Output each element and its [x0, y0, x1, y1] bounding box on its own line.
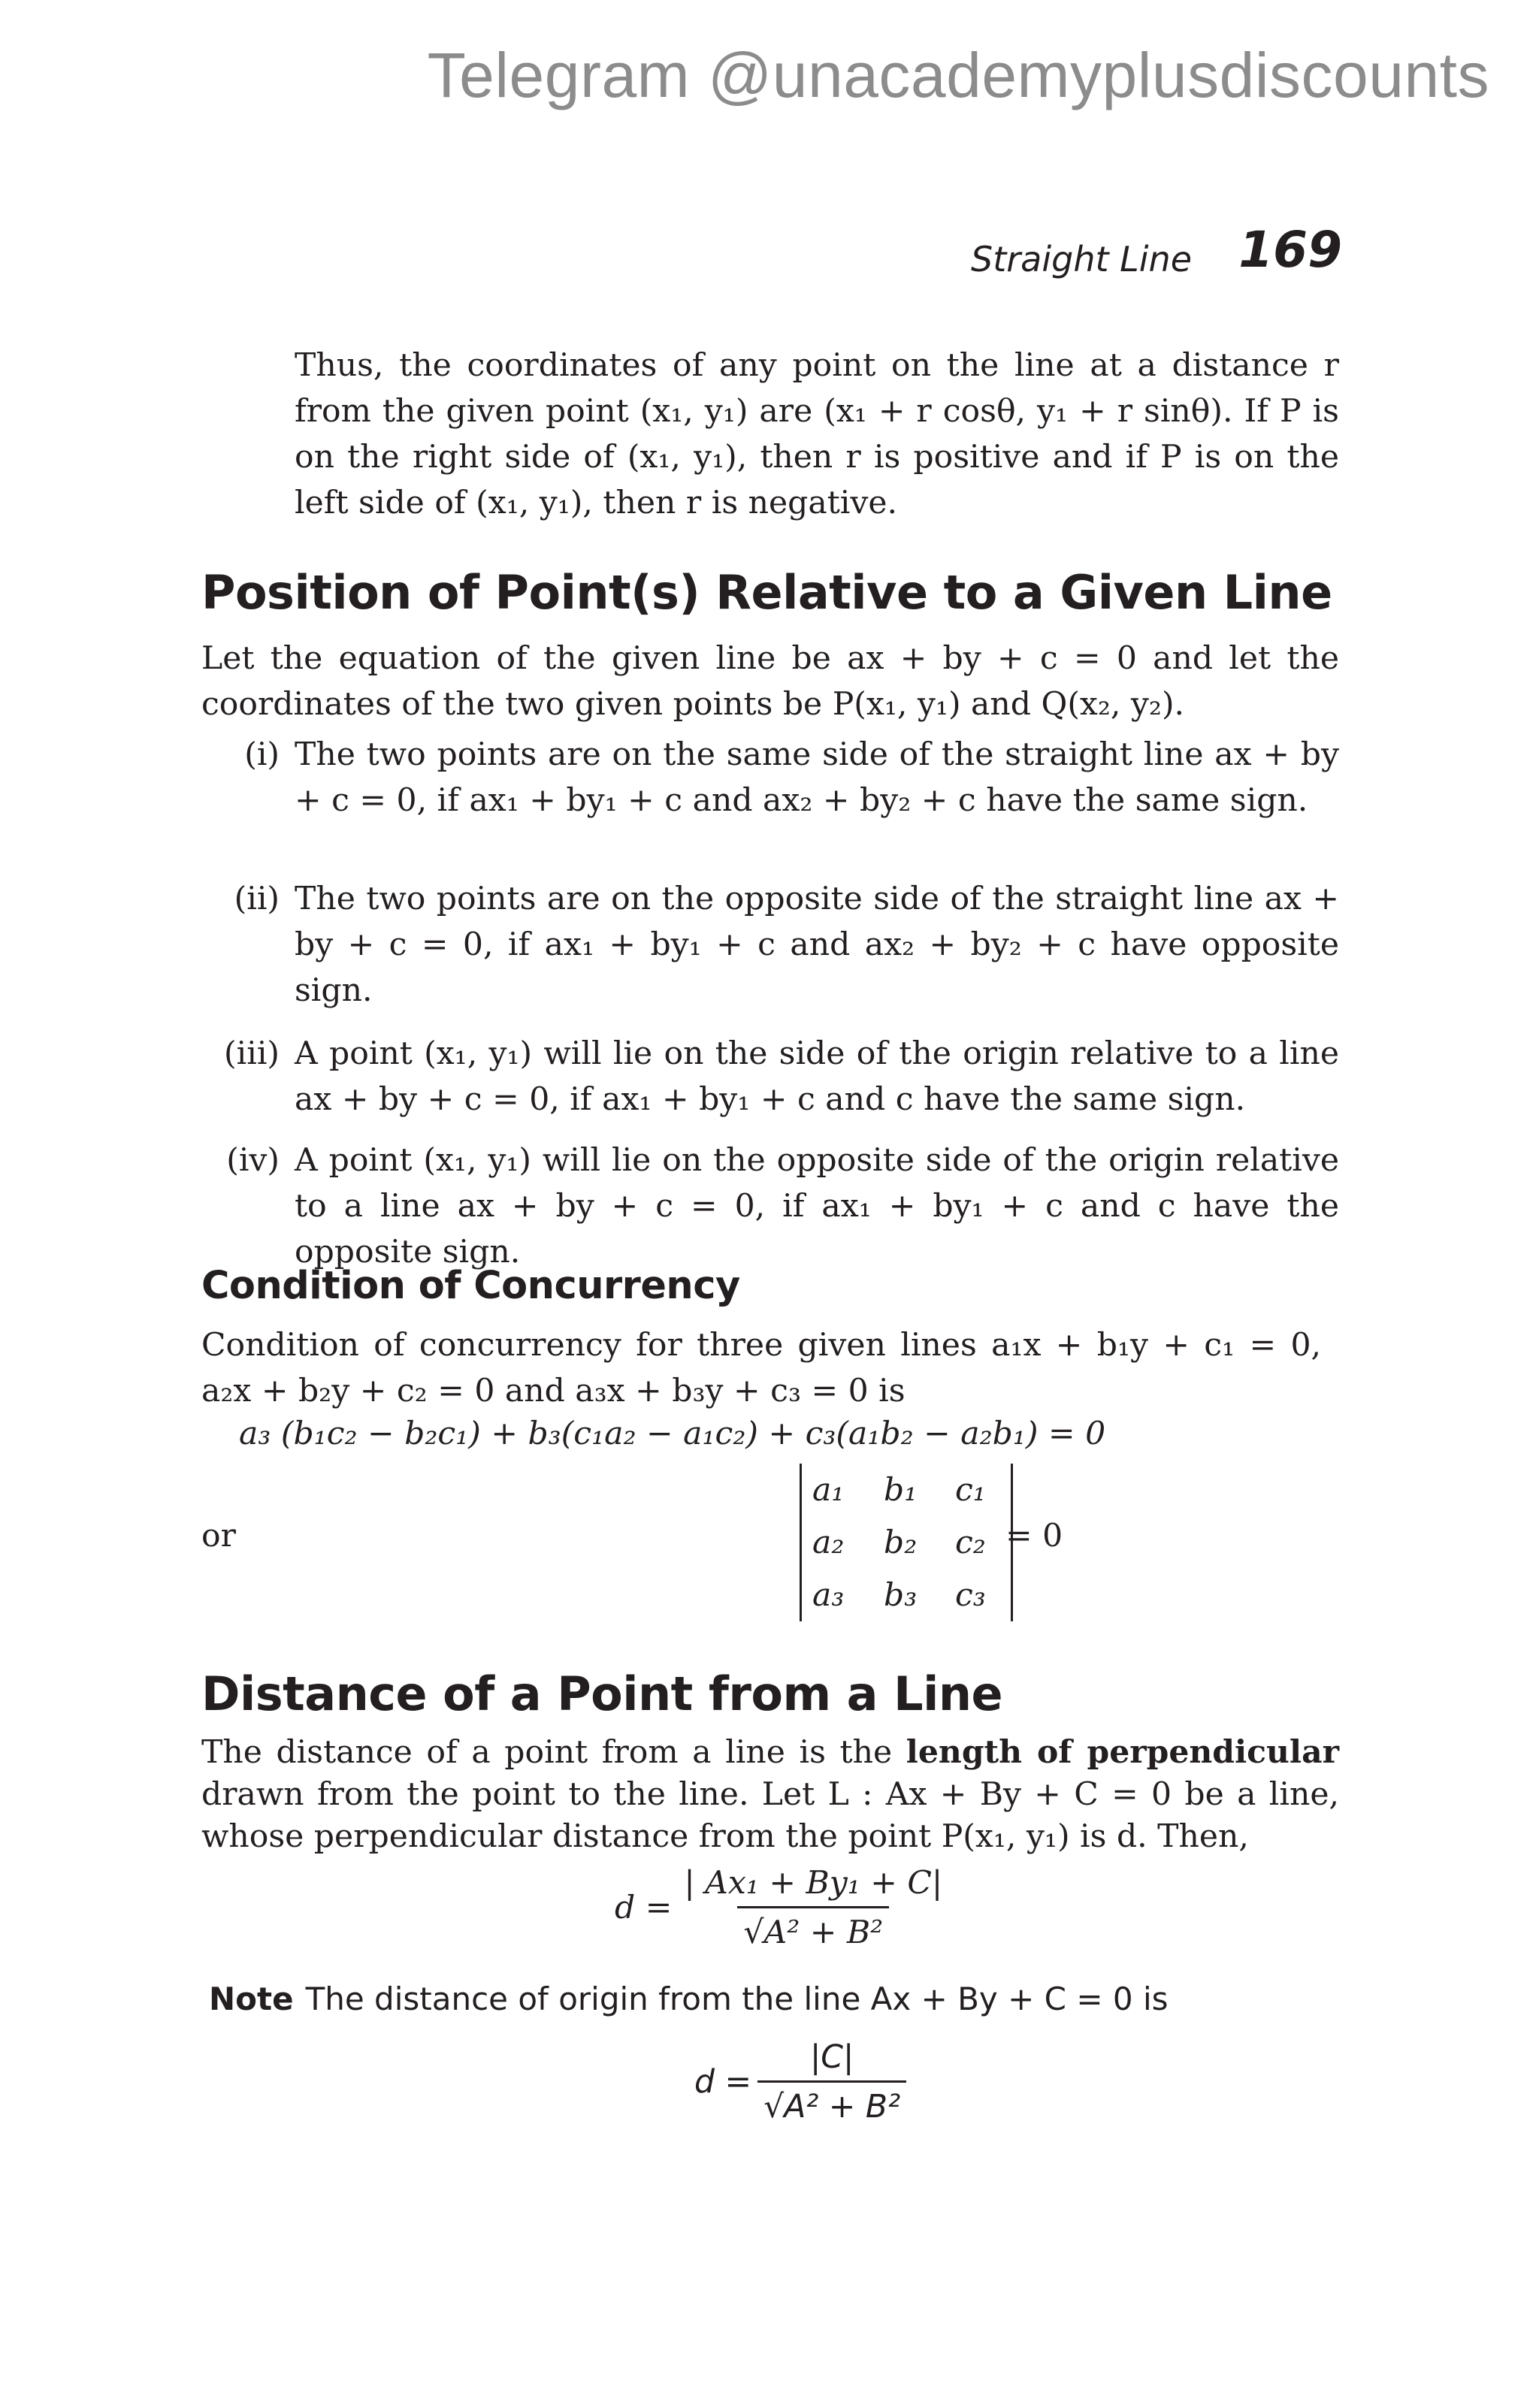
- section-heading-concurrency: Condition of Concurrency: [201, 1264, 740, 1308]
- distance-text-start: The distance of a point from a line is the: [201, 1734, 906, 1771]
- distance-bold-text: length of perpendicular: [906, 1733, 1339, 1771]
- distance-formula-lhs: d =: [615, 1890, 673, 1926]
- list-item-label: (i): [244, 736, 280, 773]
- list-item-label: (iii): [224, 1035, 280, 1072]
- distance-formula-numerator: | Ax₁ + By₁ + C|: [684, 1865, 943, 1902]
- section-heading-distance: Distance of a Point from a Line: [201, 1666, 1003, 1721]
- determinant-cell: c₂: [955, 1524, 986, 1561]
- position-intro: Let the equation of the given line be ax + by + c = 0 and let the coordinates of the two given points be P(x₁, y₁) and Q(x₂, y₂).: [201, 640, 1339, 723]
- note: [209, 1980, 1169, 2017]
- determinant: [800, 1464, 1013, 1621]
- determinant-row: [812, 1516, 1000, 1569]
- note-formula-fraction: [757, 2039, 906, 2126]
- determinant-cell: c₃: [955, 1576, 986, 1614]
- list-item: The two points are on the same side of the straight line ax + by + c = 0, if ax₁ + by₁ + c and ax₂ + by₂ + c have the same sign.: [295, 736, 1339, 819]
- concurrency-intro: Condition of concurrency for three given lines a₁x + b₁y + c₁ = 0, a₂x + b₂y + c₂ = 0 and a₃x + b₃y + c₃ = 0 is: [201, 1327, 1321, 1409]
- determinant-cell: a₁: [812, 1471, 845, 1509]
- determinant-cell: b₂: [884, 1524, 918, 1561]
- determinant-row: [812, 1464, 1000, 1516]
- list-item: A point (x₁, y₁) will lie on the side of the origin relative to a line ax + by + c = 0, if ax₁ + by₁ + c and c have the same sign.: [295, 1035, 1339, 1118]
- concurrency-equation: a₃ (b₁c₂ − b₂c₁) + b₃(c₁a₂ − a₁c₂) + c₃(a₁b₂ − a₂b₁) = 0: [239, 1415, 1106, 1452]
- note-formula-denominator: √A² + B²: [757, 2080, 906, 2126]
- note-label: Note: [209, 1980, 294, 2017]
- note-formula-lhs: d =: [694, 2064, 752, 2101]
- note-formula-numerator: |C|: [809, 2039, 854, 2076]
- determinant-cell: a₃: [812, 1576, 845, 1614]
- distance-formula-denominator: √A² + B²: [737, 1906, 889, 1951]
- page-number: 169: [1238, 221, 1342, 279]
- section-heading-position: Position of Point(s) Relative to a Given Line: [201, 565, 1332, 620]
- distance-text-end: drawn from the point to the line. Let L : Ax + By + C = 0 be a line, whose perpendicular distance from the point P(x₁, y₁) is d. Then,: [201, 1776, 1339, 1855]
- determinant-cell: b₃: [884, 1576, 918, 1614]
- determinant-cell: a₂: [812, 1524, 845, 1561]
- determinant-rhs: = 0: [1005, 1518, 1063, 1554]
- intro-paragraph: Thus, the coordinates of any point on the line at a distance r from the given point (x₁, y₁) are (x₁ + r cosθ, y₁ + r sinθ). If P is on the right side of (x₁, y₁), then r is positive and if P is on the left side of (x₁, y₁), then r is negative.: [295, 347, 1339, 521]
- distance-formula: [615, 1865, 948, 1951]
- or-label: or: [201, 1518, 236, 1554]
- watermark: Telegram @unacademyplusdiscounts: [427, 40, 1489, 110]
- list-item: The two points are on the opposite side of the straight line ax + by + c = 0, if ax₁ + by₁ + c and ax₂ + by₂ + c have opposite sign.: [295, 881, 1339, 1009]
- determinant-cell: c₁: [955, 1471, 986, 1509]
- distance-formula-fraction: [678, 1865, 948, 1951]
- list-item-label: (ii): [234, 881, 280, 917]
- determinant-row: [812, 1569, 1000, 1621]
- note-formula: [694, 2039, 906, 2126]
- determinant-cell: b₁: [884, 1471, 918, 1509]
- list-item-label: (iv): [226, 1142, 280, 1179]
- running-title: Straight Line: [971, 239, 1192, 279]
- note-text: The distance of origin from the line Ax + By + C = 0 is: [305, 1980, 1169, 2017]
- list-item: A point (x₁, y₁) will lie on the opposite side of the origin relative to a line ax + by + c = 0, if ax₁ + by₁ + c and c have the opposite sign.: [295, 1142, 1339, 1270]
- distance-paragraph: [201, 1731, 1339, 1858]
